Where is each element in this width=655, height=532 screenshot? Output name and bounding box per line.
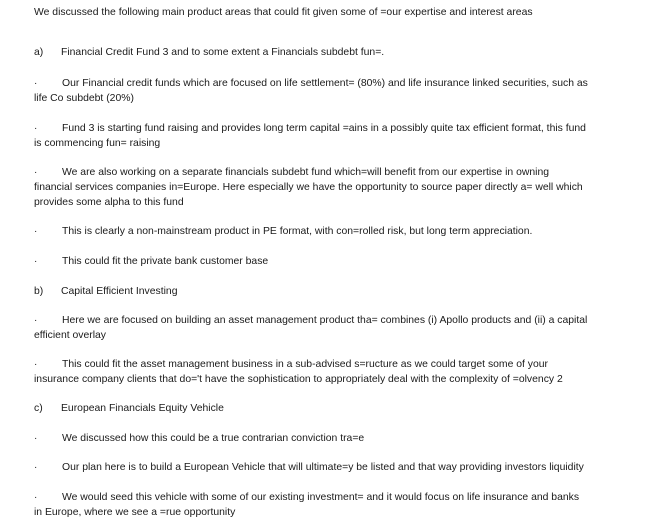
bullet-b2: [34, 357, 634, 387]
bullet-marker: ·: [34, 315, 38, 326]
bullet-text-line: This is clearly a non-mainstream product in PE format, with con=rolled risk, but long term appreciation.: [62, 226, 533, 237]
section-letter-b: b): [34, 286, 44, 297]
bullet-text-line: life Co subdebt (20%): [34, 93, 134, 104]
bullet-text-line: insurance company clients that do='t have the sophistication to appropriately deal with the complexity of =olvency 2: [34, 374, 563, 385]
bullet-text-line: This could fit the asset management business in a sub-advised s=ructure as we could target some of your: [62, 359, 549, 370]
bullet-text-line: We would seed this vehicle with some of our existing investment= and it would focus on life insurance and banks: [62, 492, 580, 503]
bullet-marker: ·: [34, 462, 38, 473]
bullet-c3: [34, 490, 634, 520]
bullet-b1: [34, 313, 634, 343]
bullet-a3: [34, 165, 634, 210]
bullet-marker: ·: [34, 256, 38, 267]
section-heading-a: [34, 45, 634, 60]
intro-paragraph: [34, 5, 634, 20]
bullet-marker: ·: [34, 167, 38, 178]
bullet-text-line: Our Financial credit funds which are focused on life settlement= (80%) and life insurance linked securities, such as: [62, 78, 588, 89]
bullet-a2: [34, 121, 634, 151]
section-title-c: European Financials Equity Vehicle: [61, 403, 224, 414]
bullet-text-line: financial services companies in=Europe. Here especially we have the opportunity to source paper directly a= well which: [34, 182, 583, 193]
section-title-a: Financial Credit Fund 3 and to some extent a Financials subdebt fun=.: [61, 47, 385, 58]
bullet-marker: ·: [34, 433, 38, 444]
bullet-text-line: Our plan here is to build a European Vehicle that will ultimate=y be listed and that way providing investors liquidity: [62, 462, 584, 473]
bullet-c2: [34, 460, 634, 475]
intro-text: We discussed the following main product areas that could fit given some of =our expertise and interest areas: [34, 7, 533, 18]
section-heading-c: [34, 401, 634, 416]
bullet-marker: ·: [34, 492, 38, 503]
bullet-a1: [34, 76, 634, 106]
bullet-text-line: This could fit the private bank customer base: [62, 256, 269, 267]
bullet-text-line: Here we are focused on building an asset management product tha= combines (i) Apollo products and (ii) a capital: [62, 315, 588, 326]
bullet-a4: [34, 224, 634, 239]
bullet-marker: ·: [34, 226, 38, 237]
section-title-b: Capital Efficient Investing: [61, 286, 178, 297]
bullet-text-line: We discussed how this could be a true contrarian conviction tra=e: [62, 433, 365, 444]
section-letter-c: c): [34, 403, 43, 414]
section-letter-a: a): [34, 47, 44, 58]
bullet-text-line: efficient overlay: [34, 330, 107, 341]
bullet-text-line: provides some alpha to this fund: [34, 197, 184, 208]
bullet-c1: [34, 431, 634, 446]
bullet-text-line: is commencing fun= raising: [34, 138, 161, 149]
bullet-marker: ·: [34, 123, 38, 134]
bullet-text-line: We are also working on a separate financials subdebt fund which=will benefit from our expertise in owning: [62, 167, 549, 178]
bullet-a5: [34, 254, 634, 269]
bullet-text-line: in Europe, where we see a =rue opportunity: [34, 507, 236, 518]
bullet-text-line: Fund 3 is starting fund raising and provides long term capital =ains in a possibly quite tax efficient format, this fund: [62, 123, 586, 134]
bullet-marker: ·: [34, 359, 38, 370]
bullet-marker: ·: [34, 78, 38, 89]
section-heading-b: [34, 284, 634, 299]
